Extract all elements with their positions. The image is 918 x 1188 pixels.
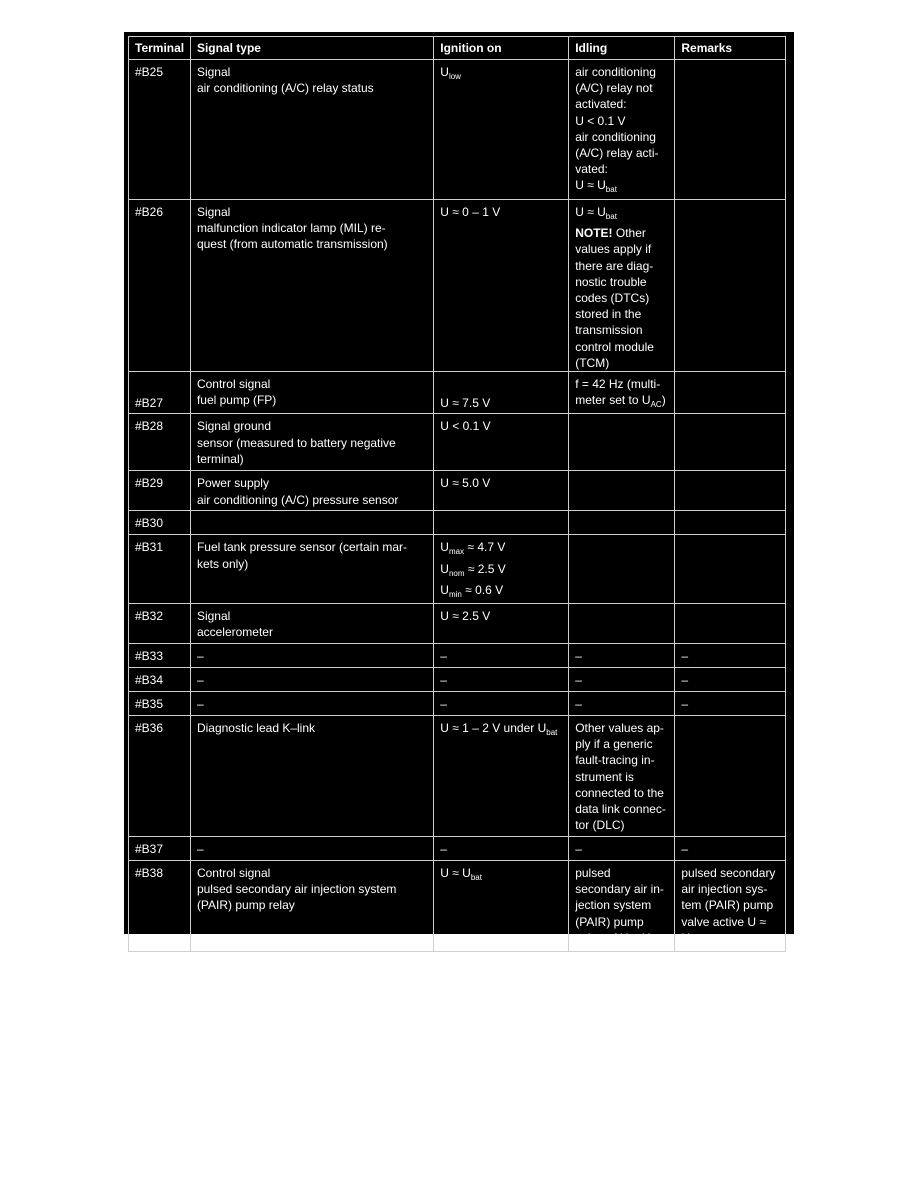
- value-text: U: [440, 582, 449, 597]
- table-row: [129, 414, 786, 471]
- header-remarks: Remarks: [675, 37, 786, 60]
- terminal-cell: #B31: [129, 535, 191, 604]
- value-text: U ≈ 1 – 2 V under U: [440, 721, 547, 736]
- signal-line: malfunction indicator lamp (MIL) re-: [196, 221, 386, 236]
- idling-cell: –: [569, 692, 675, 716]
- terminal-cell: #B36: [129, 716, 191, 837]
- idling-line: Other values ap-: [575, 721, 664, 736]
- terminal-cell: #B37: [129, 837, 191, 861]
- ignition-cell: –: [434, 837, 569, 861]
- idling-line: air conditioning: [575, 65, 656, 79]
- remarks-cell: [675, 414, 786, 471]
- remarks-line: air injection sys-: [681, 882, 768, 897]
- subscript: bat: [605, 212, 617, 221]
- signal-line: kets only): [196, 556, 249, 571]
- table-row: [129, 861, 786, 952]
- signal-line: accelerometer: [196, 625, 273, 640]
- signal-cell: [190, 535, 433, 604]
- remarks-cell: –: [675, 668, 786, 692]
- ignition-cell: [434, 716, 569, 837]
- idling-cell: [569, 716, 675, 837]
- subscript: bat: [546, 728, 558, 738]
- remarks-cell: –: [675, 837, 786, 861]
- table-row: [129, 692, 786, 716]
- idling-line: tor (DLC): [575, 818, 625, 833]
- ignition-cell: –: [434, 692, 569, 716]
- idling-cell: –: [569, 644, 675, 668]
- idling-cell: [569, 414, 675, 471]
- idling-line: vated:: [575, 162, 608, 177]
- idling-line: ply if a generic: [575, 737, 653, 752]
- signal-line: Diagnostic lead K–link: [196, 721, 316, 736]
- table-row: [129, 200, 786, 372]
- signal-line: air conditioning (A/C) pressure sensor: [196, 492, 399, 507]
- idling-cell: [569, 511, 675, 535]
- note-text: Other: [612, 226, 646, 241]
- remarks-cell: –: [675, 692, 786, 716]
- value-text: valve of U ≈ U: [575, 930, 651, 945]
- idling-cell: [569, 604, 675, 644]
- subscript: low: [448, 72, 461, 81]
- ignition-cell: [434, 60, 569, 200]
- ignition-cell: –: [434, 644, 569, 668]
- remarks-cell: [675, 604, 786, 644]
- header-terminal: Terminal: [129, 37, 191, 60]
- terminal-signal-table: [128, 36, 786, 952]
- ignition-cell: U < 0.1 V: [434, 414, 569, 471]
- signal-cell: –: [190, 668, 433, 692]
- idling-line: strument is: [575, 769, 634, 784]
- signal-line: quest (from automatic transmission): [196, 237, 388, 252]
- table-row: [129, 60, 786, 200]
- idling-line: values apply if: [575, 242, 652, 257]
- ignition-cell: [434, 535, 569, 604]
- subscript: min: [448, 589, 462, 599]
- remarks-line: valve active U ≈: [681, 914, 766, 929]
- idling-line: control module: [575, 339, 654, 354]
- idling-line: there are diag-: [575, 258, 654, 273]
- idling-cell: [569, 471, 675, 511]
- value-text: ≈ 0.6 V: [461, 582, 504, 597]
- terminal-cell: #B34: [129, 668, 191, 692]
- header-signal-type: Signal type: [190, 37, 433, 60]
- signal-line: Fuel tank pressure sensor (certain mar-: [196, 540, 408, 555]
- table-row: [129, 644, 786, 668]
- idling-line: (TCM): [575, 355, 610, 370]
- idling-line: fault-tracing in-: [575, 753, 655, 768]
- value-text: U: [440, 65, 449, 79]
- signal-cell: [190, 60, 433, 200]
- idling-line: (A/C) relay acti-: [575, 146, 659, 161]
- signal-cell: [190, 372, 433, 414]
- header-idling: Idling: [569, 37, 675, 60]
- ignition-cell: U ≈ 5.0 V: [434, 471, 569, 511]
- value-text: U ≈ U: [575, 178, 606, 193]
- table-row: [129, 837, 786, 861]
- idling-line: connected to the: [575, 785, 664, 800]
- signal-cell: [190, 511, 433, 535]
- table-row: [129, 471, 786, 511]
- idling-line: air conditioning: [575, 129, 656, 144]
- signal-cell: [190, 604, 433, 644]
- idling-line: transmission: [575, 323, 643, 338]
- terminal-cell: #B30: [129, 511, 191, 535]
- idling-line: (PAIR) pump: [575, 914, 644, 929]
- subscript: bat: [605, 185, 617, 195]
- signal-line: Signal: [196, 609, 231, 624]
- subscript: AC: [650, 400, 662, 410]
- idling-cell: –: [569, 668, 675, 692]
- signal-line: fuel pump (FP): [196, 393, 277, 408]
- ignition-cell: –: [434, 668, 569, 692]
- idling-line: f = 42 Hz (multi-: [575, 377, 661, 392]
- remarks-cell: [675, 60, 786, 200]
- terminal-cell: #B33: [129, 644, 191, 668]
- signal-line: terminal): [196, 451, 244, 466]
- terminal-cell: #B29: [129, 471, 191, 511]
- signal-cell: –: [190, 837, 433, 861]
- remarks-cell: [675, 861, 786, 952]
- value-text: U ≈ U: [575, 205, 606, 219]
- value-text: U: [440, 540, 449, 555]
- value-text: U: [681, 930, 691, 945]
- remarks-cell: [675, 535, 786, 604]
- value-text: ≈ 4.7 V: [464, 540, 506, 555]
- ignition-cell: [434, 861, 569, 952]
- signal-cell: [190, 200, 433, 372]
- idling-line: pulsed: [575, 866, 611, 881]
- signal-line: pulsed secondary air injection system: [196, 882, 397, 897]
- ignition-cell: U ≈ 2.5 V: [434, 604, 569, 644]
- value-text: ≈ 2.5 V: [464, 561, 506, 576]
- idling-cell: [569, 861, 675, 952]
- remarks-cell: [675, 511, 786, 535]
- terminal-cell: #B28: [129, 414, 191, 471]
- idling-cell: [569, 200, 675, 372]
- value-text: ): [661, 393, 666, 408]
- table-row: [129, 511, 786, 535]
- idling-cell: [569, 60, 675, 200]
- idling-line: jection system: [575, 898, 652, 913]
- terminal-cell: #B26: [129, 200, 191, 372]
- signal-line: (PAIR) pump relay: [196, 898, 295, 913]
- subscript: nom: [448, 568, 465, 578]
- signal-line: Signal: [196, 65, 231, 79]
- ignition-cell: U ≈ 7.5 V: [434, 372, 569, 414]
- ignition-cell: [434, 511, 569, 535]
- terminal-cell: #B27: [129, 372, 191, 414]
- table-row: [129, 372, 786, 414]
- idling-cell: –: [569, 837, 675, 861]
- terminal-cell: #B35: [129, 692, 191, 716]
- table-row: [129, 535, 786, 604]
- terminal-cell: #B32: [129, 604, 191, 644]
- signal-line: Control signal: [196, 866, 271, 881]
- signal-line: air conditioning (A/C) relay status: [196, 81, 374, 96]
- idling-line: nostic trouble: [575, 274, 647, 289]
- idling-line: data link connec-: [575, 802, 666, 817]
- signal-line: sensor (measured to battery negative: [196, 435, 396, 450]
- header-ignition-on: Ignition on: [434, 37, 569, 60]
- remarks-line: pulsed secondary: [681, 866, 776, 881]
- terminal-cell: #B38: [129, 861, 191, 952]
- ignition-cell: U ≈ 0 – 1 V: [434, 200, 569, 372]
- signal-cell: [190, 414, 433, 471]
- idling-line: stored in the: [575, 307, 642, 322]
- idling-line: U < 0.1 V: [575, 113, 626, 128]
- remarks-cell: –: [675, 644, 786, 668]
- remarks-cell: [675, 716, 786, 837]
- idling-cell: [569, 372, 675, 414]
- subscript: bat: [650, 937, 662, 947]
- idling-cell: [569, 535, 675, 604]
- signal-line: Control signal: [196, 377, 271, 392]
- signal-cell: [190, 861, 433, 952]
- value-text: U ≈ U: [440, 866, 471, 881]
- value-text: U: [440, 561, 449, 576]
- idling-line: codes (DTCs): [575, 291, 650, 306]
- signal-cell: [190, 471, 433, 511]
- subscript: max: [448, 547, 465, 557]
- signal-cell: –: [190, 692, 433, 716]
- remarks-cell: [675, 372, 786, 414]
- note-label: NOTE!: [575, 226, 613, 241]
- table-row: [129, 668, 786, 692]
- signal-line: Signal: [196, 205, 231, 219]
- remarks-line: tem (PAIR) pump: [681, 898, 774, 913]
- terminal-cell: #B25: [129, 60, 191, 200]
- signal-cell: [190, 716, 433, 837]
- value-text: meter set to U: [575, 393, 651, 408]
- idling-line: secondary air in-: [575, 882, 664, 897]
- remarks-cell: [675, 471, 786, 511]
- header-row: [129, 37, 786, 60]
- idling-line: activated:: [575, 97, 627, 112]
- subscript: bat: [470, 873, 482, 883]
- signal-cell: –: [190, 644, 433, 668]
- signal-line: Power supply: [196, 476, 269, 491]
- signal-line: Signal ground: [196, 419, 271, 434]
- table-row: [129, 604, 786, 644]
- subscript: low: [690, 937, 703, 947]
- idling-line: (A/C) relay not: [575, 81, 653, 96]
- remarks-cell: [675, 200, 786, 372]
- table-row: [129, 716, 786, 837]
